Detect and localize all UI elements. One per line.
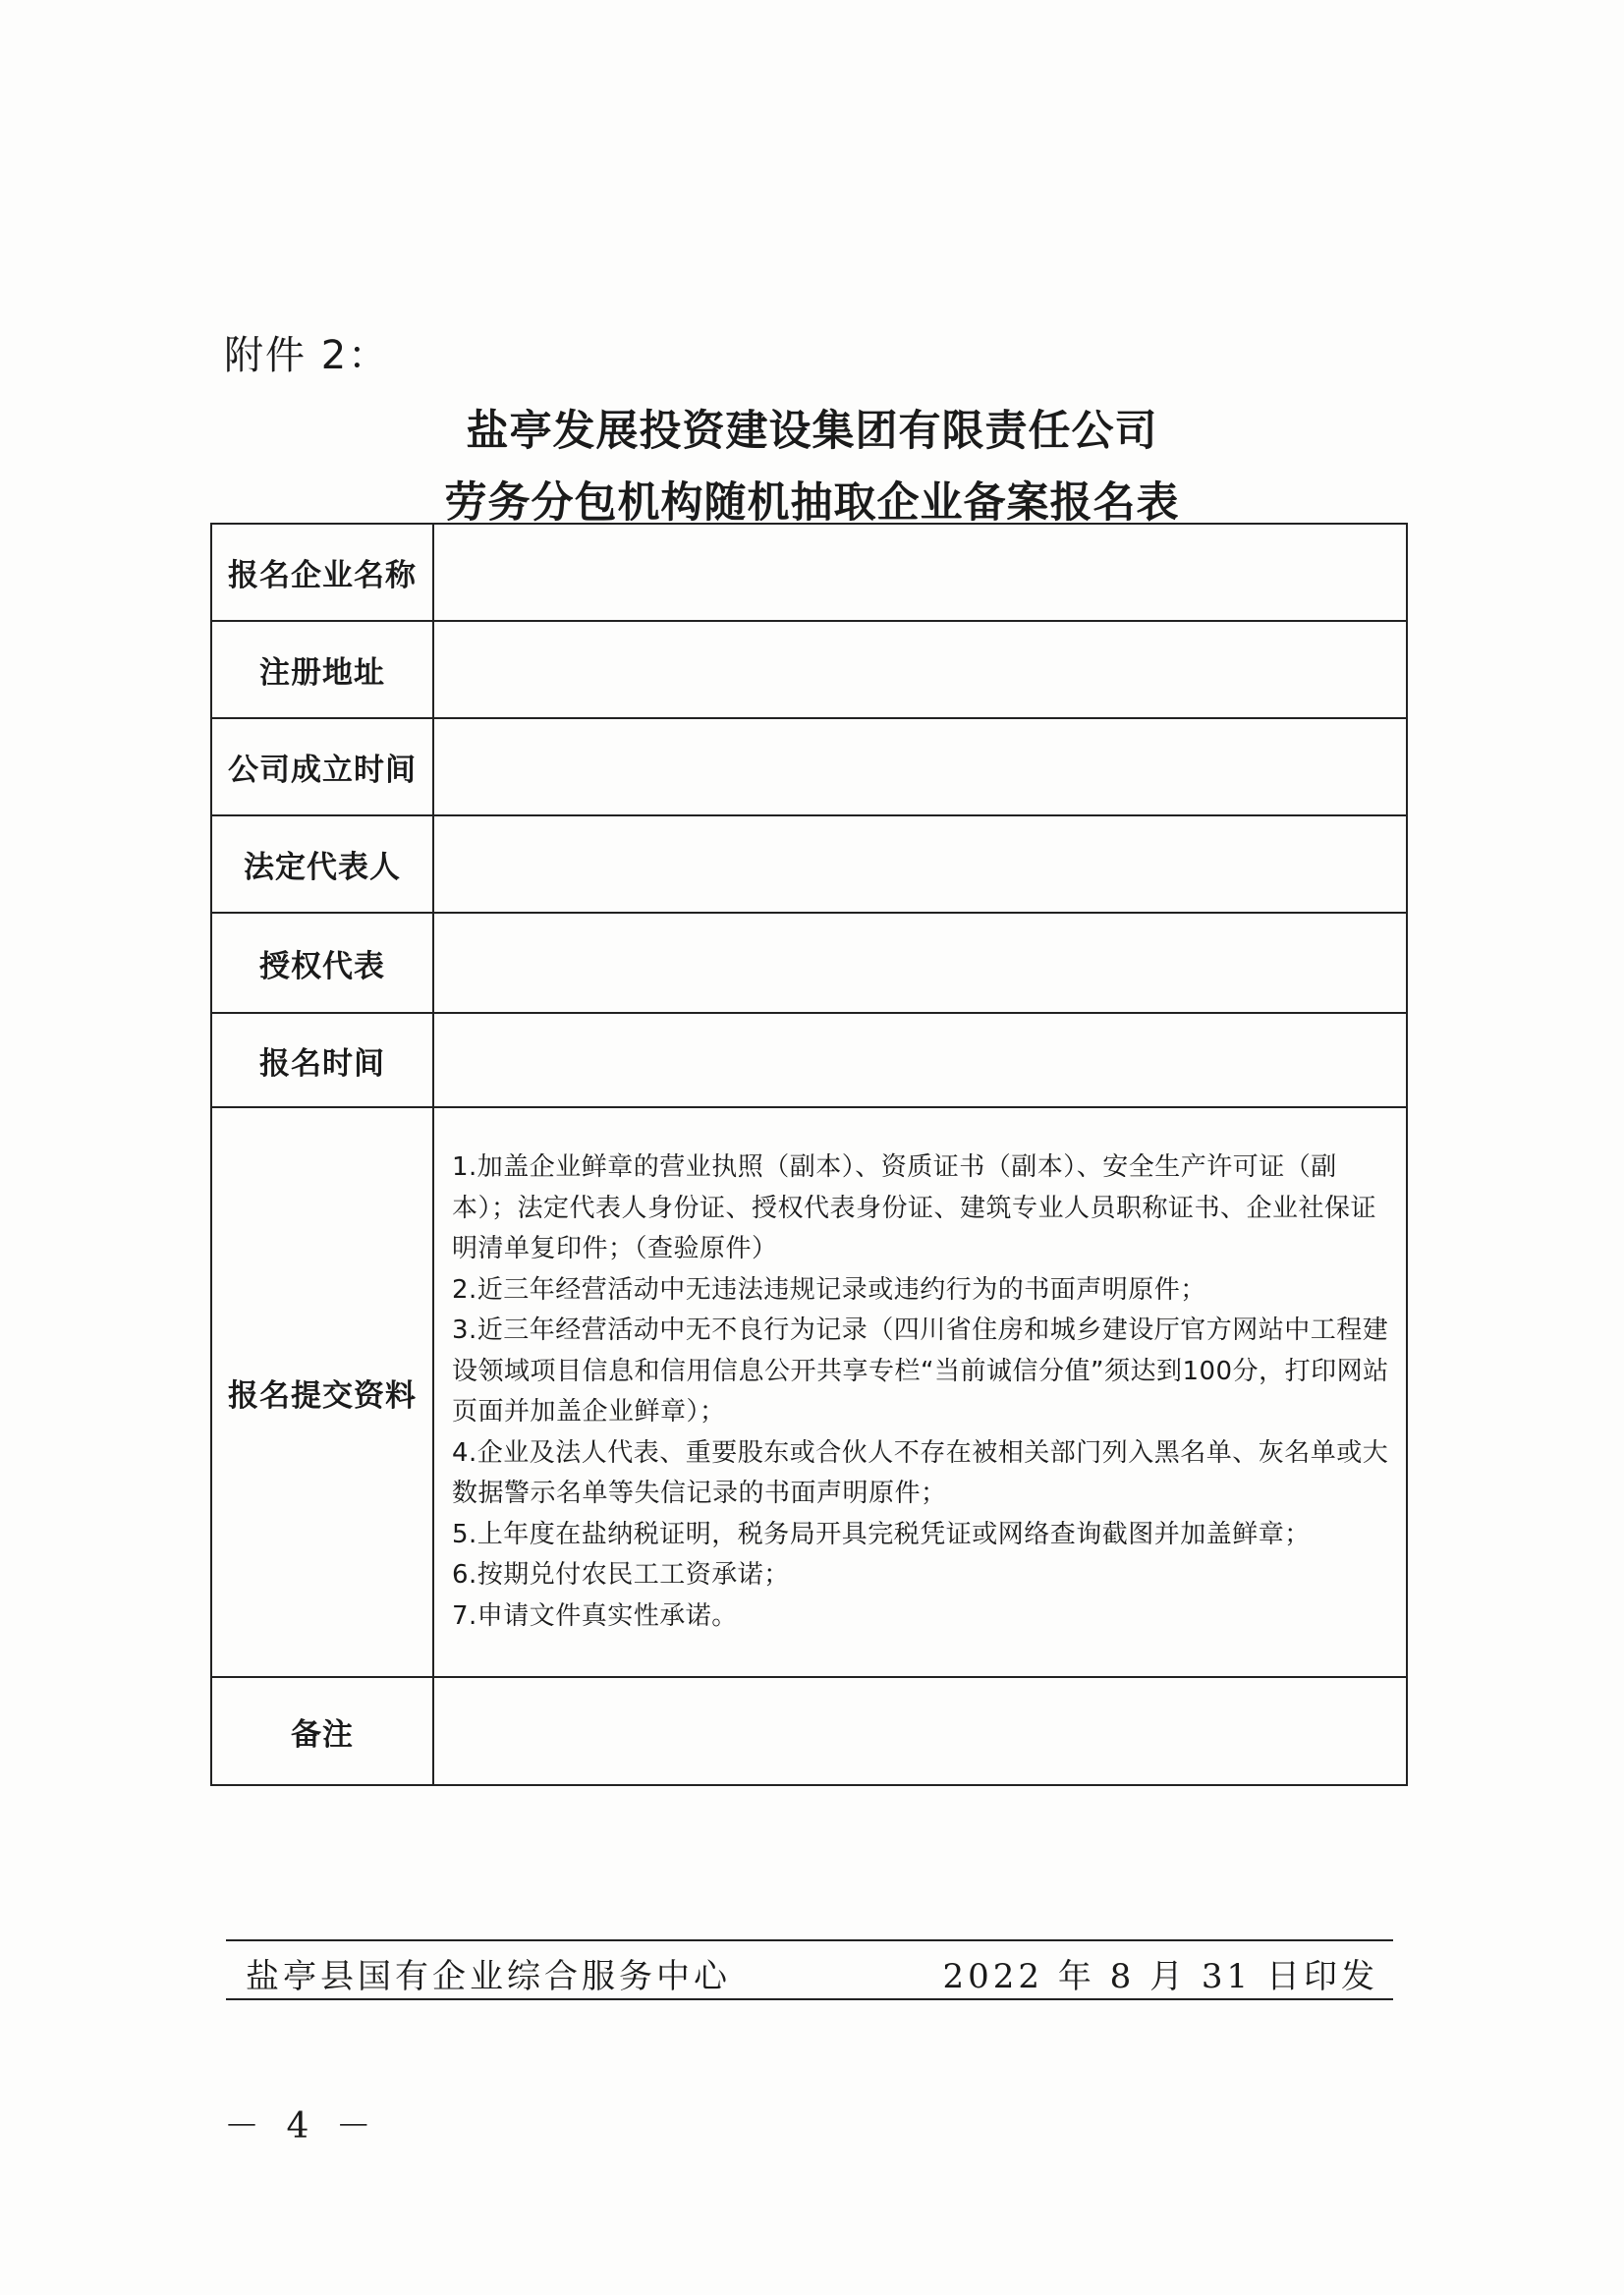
submission-materials-list	[433, 1107, 1407, 1677]
form-label-registered-address: 注册地址	[211, 621, 433, 718]
materials-item: 1.加盖企业鲜章的营业执照（副本）、资质证书（副本）、安全生产许可证（副本）；法定代表人身份证、授权代表身份证、建筑专业人员职称证书、企业社保证明清单复印件；（查验原件）	[452, 1152, 1377, 1263]
materials-item: 4.企业及法人代表、重要股东或合伙人不存在被相关部门列入黑名单、灰名单或大数据警示名单等失信记录的书面声明原件；	[452, 1437, 1389, 1508]
registration-form-table	[210, 523, 1408, 1786]
page-number: － 4 －	[224, 2106, 379, 2147]
form-label-company-name: 报名企业名称	[211, 524, 433, 621]
form-label-legal-representative: 法定代表人	[211, 815, 433, 913]
form-field-established-date[interactable]	[433, 718, 1407, 815]
footer-issuer: 盐亭县国有企业综合服务中心	[246, 1957, 731, 1996]
form-row-remarks	[211, 1677, 1407, 1785]
form-label-remarks: 备注	[211, 1677, 433, 1785]
form-field-registered-address[interactable]	[433, 621, 1407, 718]
form-row-legal-representative	[211, 815, 1407, 913]
form-row-submission-materials	[211, 1107, 1407, 1677]
form-row-registration-time	[211, 1013, 1407, 1107]
form-label-established-date: 公司成立时间	[211, 718, 433, 815]
footer-issue-date: 2022 年 8 月 31 日印发	[942, 1957, 1378, 1996]
form-row-established-date	[211, 718, 1407, 815]
materials-item: 6.按期兑付农民工工资承诺；	[452, 1560, 790, 1590]
form-label-registration-time: 报名时间	[211, 1013, 433, 1107]
materials-item: 2.近三年经营活动中无违法违规记录或违约行为的书面声明原件；	[452, 1274, 1206, 1305]
document-title-line2: 劳务分包机构随机抽取企业备案报名表	[444, 478, 1180, 528]
attachment-label: 附件 2：	[224, 333, 390, 378]
form-label-submission-materials: 报名提交资料	[211, 1107, 433, 1677]
materials-item: 5.上年度在盐纳税证明，税务局开具完税凭证或网络查询截图并加盖鲜章；	[452, 1519, 1311, 1549]
form-row-company-name	[211, 524, 1407, 621]
materials-item: 7.申请文件真实性承诺。	[452, 1600, 738, 1631]
form-field-legal-representative[interactable]	[433, 815, 1407, 913]
materials-item: 3.近三年经营活动中无不良行为记录（四川省住房和城乡建设厅官方网站中工程建设领域项目信息和信用信息公开共享专栏“当前诚信分值”须达到100分，打印网站页面并加盖企业鲜章）；	[452, 1315, 1389, 1427]
footer-top-rule	[226, 1939, 1393, 1941]
form-field-company-name[interactable]	[433, 524, 1407, 621]
form-row-registered-address	[211, 621, 1407, 718]
form-label-authorized-representative: 授权代表	[211, 913, 433, 1013]
footer-bottom-rule	[226, 1998, 1393, 2000]
document-title-line1: 盐亭发展投资建设集团有限责任公司	[466, 407, 1158, 456]
form-field-authorized-representative[interactable]	[433, 913, 1407, 1013]
form-field-remarks[interactable]	[433, 1677, 1407, 1785]
form-row-authorized-representative	[211, 913, 1407, 1013]
form-field-registration-time[interactable]	[433, 1013, 1407, 1107]
